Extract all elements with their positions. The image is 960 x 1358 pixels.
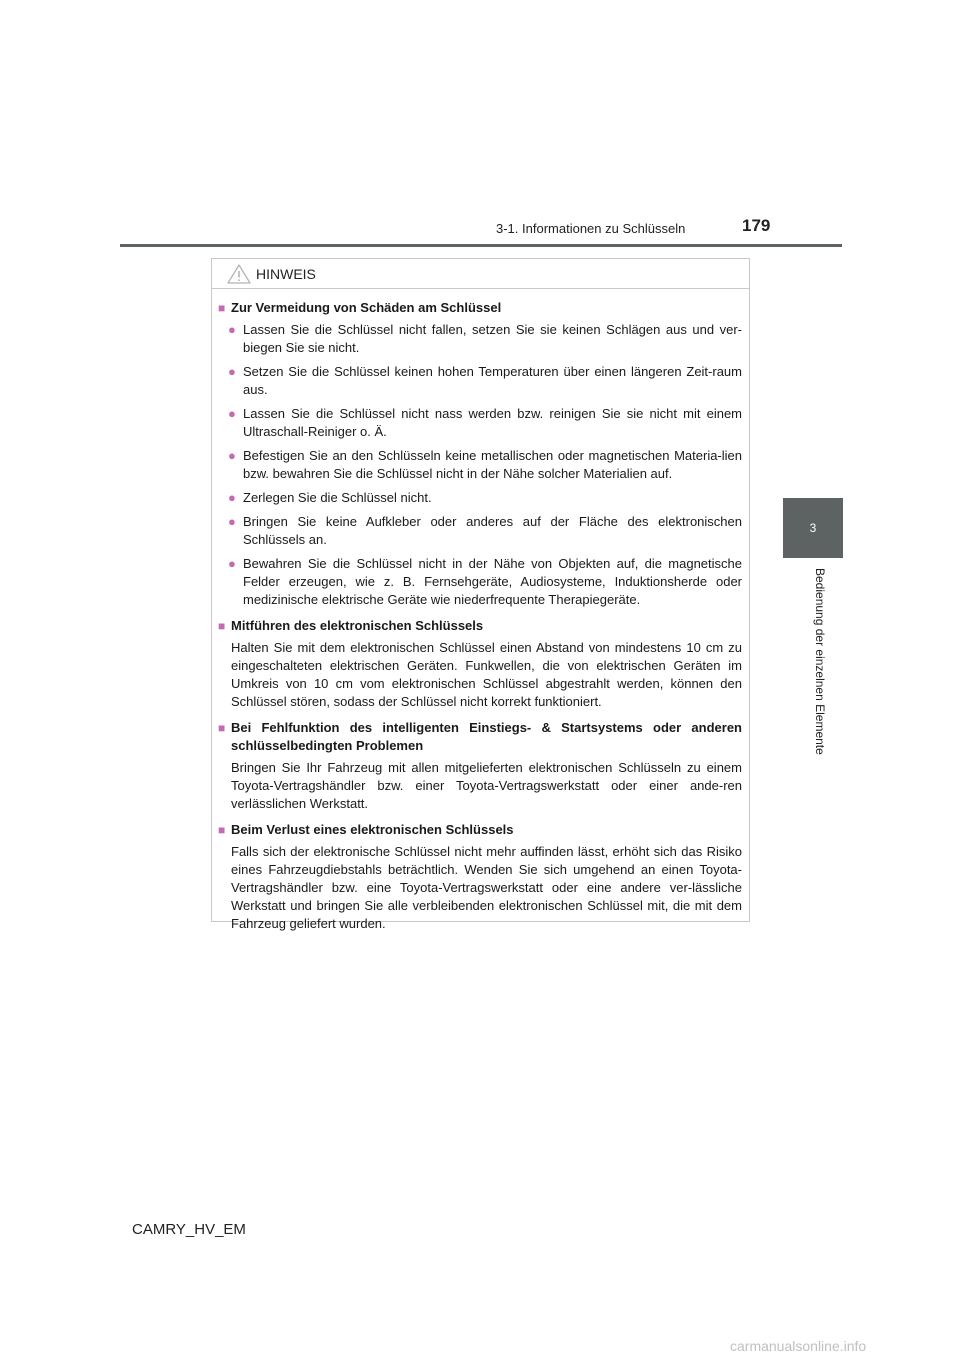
notice-title: HINWEIS — [256, 265, 316, 282]
list-item — [218, 405, 742, 441]
list-item-text: Lassen Sie die Schlüssel nicht nass werden bzw. reinigen Sie sie nicht mit einem Ultraschall-Reiniger o. Ä. — [243, 406, 742, 439]
dot-bullet-icon: ● — [228, 490, 236, 505]
list-item-text: Setzen Sie die Schlüssel keinen hohen Temperaturen über einen längeren Zeit-raum aus. — [243, 364, 742, 397]
list-item — [218, 321, 742, 357]
list-item — [218, 555, 742, 609]
list-item — [218, 363, 742, 399]
section-paragraph: Falls sich der elektronische Schlüssel nicht mehr auffinden lässt, erhöht sich das Risiko eines Fahrzeugdiebstahls beträchtlich. Wenden Sie sich umgehend an einen Toyota-Vertragshändler bzw. eine Toyota-Vertragswerkstatt oder eine andere ver-lässliche Werkstatt und bringen Sie alle verbleibenden elektronischen Schlüssel mit, die mit dem Fahrzeug geliefert wurden. — [231, 844, 742, 931]
dot-bullet-icon: ● — [228, 322, 236, 337]
model-code: CAMRY_HV_EM — [132, 1221, 246, 1238]
notice-section — [218, 821, 742, 933]
notice-section — [218, 299, 742, 609]
square-bullet-icon: ■ — [218, 619, 226, 633]
dot-bullet-icon: ● — [228, 448, 236, 463]
dot-bullet-icon: ● — [228, 406, 236, 421]
list-item-text: Lassen Sie die Schlüssel nicht fallen, setzen Sie sie keinen Schlägen aus und ver-biegen Sie sie nicht. — [243, 322, 742, 355]
list-item — [218, 513, 742, 549]
notice-section — [218, 719, 742, 813]
section-heading-text: Zur Vermeidung von Schäden am Schlüssel — [231, 300, 502, 315]
chapter-title: Bedienung der einzelnen Elemente — [813, 568, 827, 755]
section-header: 3-1. Informationen zu Schlüsseln — [496, 221, 686, 236]
list-item-text: Bewahren Sie die Schlüssel nicht in der Nähe von Objekten auf, die magnetische Felder erzeugen, wie z. B. Fernsehgeräte, Audiosysteme, Induktionsherde oder medizinische elektrische Geräte wie niederfrequente Therapiegeräte. — [243, 556, 742, 607]
section-heading — [218, 299, 742, 317]
section-heading — [218, 617, 742, 635]
section-heading-text: Bei Fehlfunktion des intelligenten Einstiegs- & Startsystems oder anderen schlüsselbedingten Problemen — [231, 720, 742, 753]
watermark: carmanualsonline.info — [730, 1338, 867, 1354]
header-rule — [120, 244, 842, 247]
section-paragraph: Bringen Sie Ihr Fahrzeug mit allen mitgelieferten elektronischen Schlüsseln zu einem Toyota-Vertragshändler bzw. einer Toyota-Vertragswerkstatt oder einer ande-ren verlässlichen Werkstatt. — [231, 760, 742, 811]
notice-header — [212, 259, 749, 289]
notice-box — [211, 258, 750, 931]
dot-bullet-icon: ● — [228, 556, 236, 571]
notice-section — [218, 617, 742, 711]
warning-triangle-icon — [226, 263, 252, 285]
dot-bullet-icon: ● — [228, 364, 236, 379]
section-heading-text: Beim Verlust eines elektronischen Schlüssels — [231, 822, 514, 837]
dot-bullet-icon: ● — [228, 514, 236, 529]
page-number: 179 — [742, 216, 771, 235]
section-heading — [218, 719, 742, 755]
chapter-tab[interactable]: 3 — [783, 498, 843, 558]
list-item-text: Zerlegen Sie die Schlüssel nicht. — [243, 490, 432, 505]
square-bullet-icon: ■ — [218, 721, 226, 735]
section-heading — [218, 821, 742, 839]
list-item — [218, 447, 742, 483]
list-item-text: Befestigen Sie an den Schlüsseln keine metallischen oder magnetischen Materia-lien bzw. bewahren Sie die Schlüssel nicht in der Nähe solcher Materialien auf. — [243, 448, 742, 481]
notice-body — [212, 289, 749, 933]
list-item-text: Bringen Sie keine Aufkleber oder anderes auf der Fläche des elektronischen Schlüssels an. — [243, 514, 742, 547]
section-paragraph: Halten Sie mit dem elektronischen Schlüssel einen Abstand von mindestens 10 cm zu eingeschalteten elektrischen Geräten. Funkwellen, die von elektrischen Geräten im Umkreis von 10 cm vom elektronischen Schlüssel abgestrahlt werden, können den Schlüssel stören, sodass der Schlüssel nicht korrekt funktioniert. — [231, 640, 742, 709]
list-item — [218, 489, 742, 507]
section-heading-text: Mitführen des elektronischen Schlüssels — [231, 618, 484, 633]
square-bullet-icon: ■ — [218, 301, 226, 315]
bullet-list — [218, 321, 742, 609]
square-bullet-icon: ■ — [218, 823, 226, 837]
